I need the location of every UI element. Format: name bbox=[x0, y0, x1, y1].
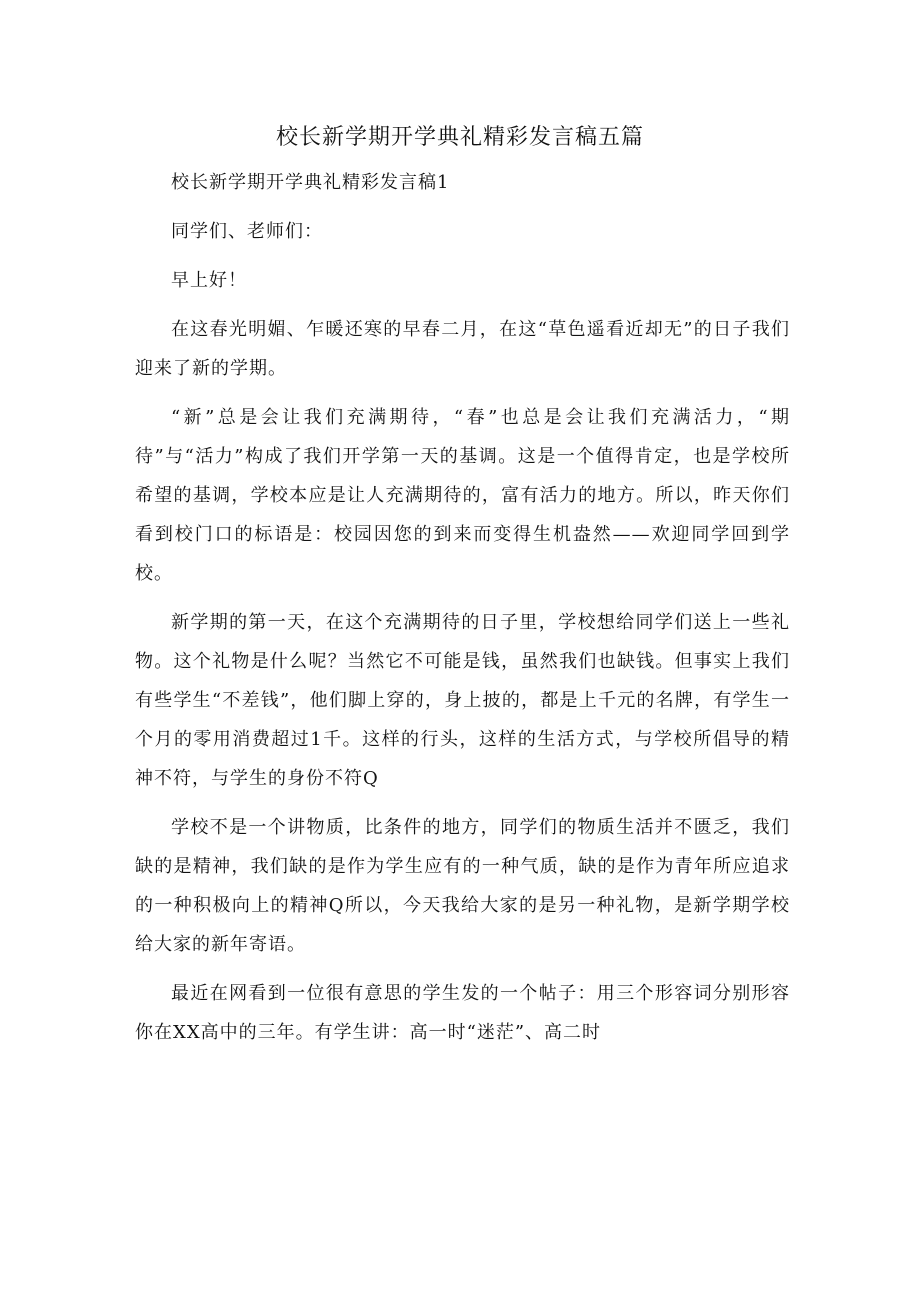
document-body bbox=[135, 163, 790, 1062]
greeting-paragraph: 同学们、老师们： bbox=[171, 221, 323, 242]
salutation-paragraph: 早上好！ bbox=[171, 270, 247, 291]
document-title: 校长新学期开学典礼精彩发言稿五篇 bbox=[275, 125, 644, 150]
body-paragraph: 学校不是一个讲物质，比条件的地方，同学们的物质生活并不匮乏，我们缺的是精神，我们缺的是作为学生应有的一种气质，缺的是作为青年所应追求的一种积极向上的精神Q所以，今天我给大家的是另一种礼物，是新学期学校给大家的新年寄语。 bbox=[135, 817, 790, 955]
body-paragraph: 最近在网看到一位很有意思的学生发的一个帖子：用三个形容词分别形容你在XX高中的三年。有学生讲：高一时“迷茫”、高二时 bbox=[135, 983, 790, 1043]
subtitle-paragraph: 校长新学期开学典礼精彩发言稿1 bbox=[171, 172, 450, 193]
body-paragraph: 新学期的第一天，在这个充满期待的日子里，学校想给同学们送上一些礼物。这个礼物是什么呢？当然它不可能是钱，虽然我们也缺钱。但事实上我们有些学生“不差钱”，他们脚上穿的，身上披的，都是上千元的名牌，有学生一个月的零用消费超过1千。这样的行头，这样的生活方式，与学校所倡导的精神不符，与学生的身份不符Q bbox=[135, 612, 790, 789]
body-paragraph: “新”总是会让我们充满期待，“春”也总是会让我们充满活力，“期待”与“活力”构成了我们开学第一天的基调。这是一个值得肯定，也是学校所希望的基调，学校本应是让人充满期待的，富有活力的地方。所以，昨天你们看到校门口的标语是：校园因您的到来而变得生机盎然——欢迎同学回到学校。 bbox=[135, 407, 790, 584]
body-paragraph: 在这春光明媚、乍暖还寒的早春二月，在这“草色遥看近却无”的日子我们迎来了新的学期。 bbox=[135, 319, 790, 379]
